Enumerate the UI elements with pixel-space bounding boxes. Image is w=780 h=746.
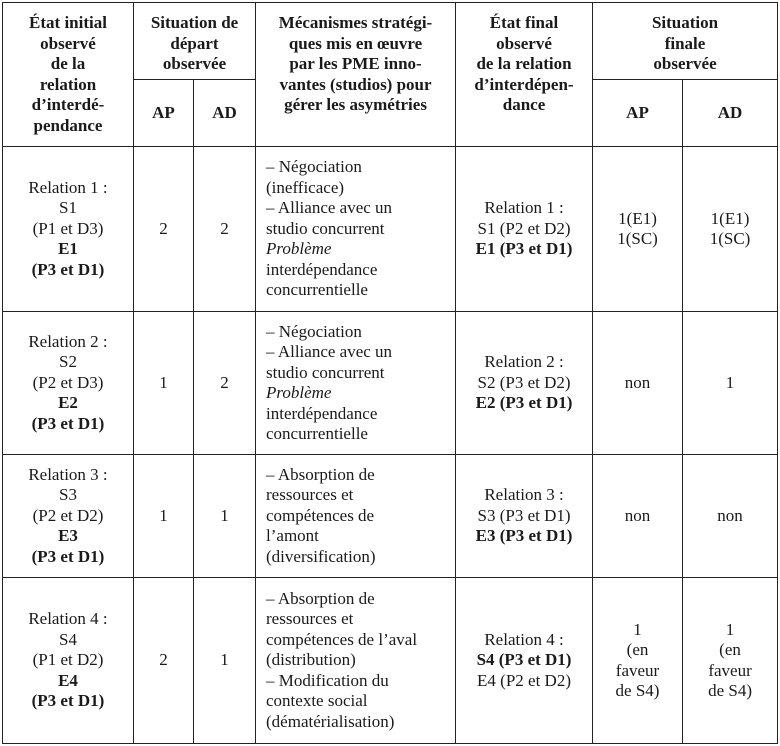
cell-final-ap: 1(E1) 1(SC) [593, 147, 683, 312]
cell-start-ap: 2 [134, 147, 194, 312]
cell-mechanisms: – Absorption de ressources et compétences de l’amont (diversification) [256, 455, 456, 578]
header-start-situation: Situation de départ observée [134, 3, 256, 80]
cell-final-state: Relation 3 : S3 (P3 et D1) E3 (P3 et D1) [456, 455, 593, 578]
cell-initial-state: Relation 2 : S2 (P2 et D3) E2 (P3 et D1) [3, 312, 134, 455]
header-final-situation: Situation finale observée [593, 3, 778, 80]
cell-mechanisms: – Négociation (inefficace) – Alliance avec un studio concurrent Problème interdépendance concurrentielle [256, 147, 456, 312]
cell-final-ap: non [593, 455, 683, 578]
cell-start-ad: 2 [194, 312, 256, 455]
cell-final-ad: 1 [683, 312, 778, 455]
table-row [3, 578, 778, 744]
table-row [3, 312, 778, 455]
header-row-top [3, 3, 778, 80]
cell-final-state: Relation 4 : S4 (P3 et D1) E4 (P2 et D2) [456, 578, 593, 744]
cell-initial-state: Relation 4 : S4 (P1 et D2) E4 (P3 et D1) [3, 578, 134, 744]
header-start-ad: AD [194, 80, 256, 147]
cell-final-state: Relation 2 : S2 (P3 et D2) E2 (P3 et D1) [456, 312, 593, 455]
cell-mechanisms: – Négociation – Alliance avec un studio concurrent Problème interdépendance concurrentielle [256, 312, 456, 455]
table-row [3, 455, 778, 578]
cell-final-ap: 1 (en faveur de S4) [593, 578, 683, 744]
header-final-ap: AP [593, 80, 683, 147]
header-start-ap: AP [134, 80, 194, 147]
strategy-table [2, 2, 778, 744]
table-row [3, 147, 778, 312]
cell-mechanisms: – Absorption de ressources et compétences de l’aval (distribution) – Modification du contexte social (dématérialisation) [256, 578, 456, 744]
cell-initial-state: Relation 3 : S3 (P2 et D2) E3 (P3 et D1) [3, 455, 134, 578]
cell-start-ad: 1 [194, 455, 256, 578]
cell-start-ap: 2 [134, 578, 194, 744]
cell-final-ad: 1 (en faveur de S4) [683, 578, 778, 744]
cell-start-ap: 1 [134, 455, 194, 578]
cell-final-ad: non [683, 455, 778, 578]
header-initial-state: État initial observé de la relation d’interdé- pendance [3, 3, 134, 147]
cell-initial-state: Relation 1 : S1 (P1 et D3) E1 (P3 et D1) [3, 147, 134, 312]
header-final-ad: AD [683, 80, 778, 147]
cell-final-state: Relation 1 : S1 (P2 et D2) E1 (P3 et D1) [456, 147, 593, 312]
cell-start-ad: 2 [194, 147, 256, 312]
cell-final-ap: non [593, 312, 683, 455]
cell-final-ad: 1(E1) 1(SC) [683, 147, 778, 312]
cell-start-ad: 1 [194, 578, 256, 744]
header-mechanisms: Mécanismes stratégi- ques mis en œuvre par les PME inno- vantes (studios) pour gérer les asymétries [256, 3, 456, 147]
header-final-state: État final observé de la relation d’interdépen- dance [456, 3, 593, 147]
cell-start-ap: 1 [134, 312, 194, 455]
